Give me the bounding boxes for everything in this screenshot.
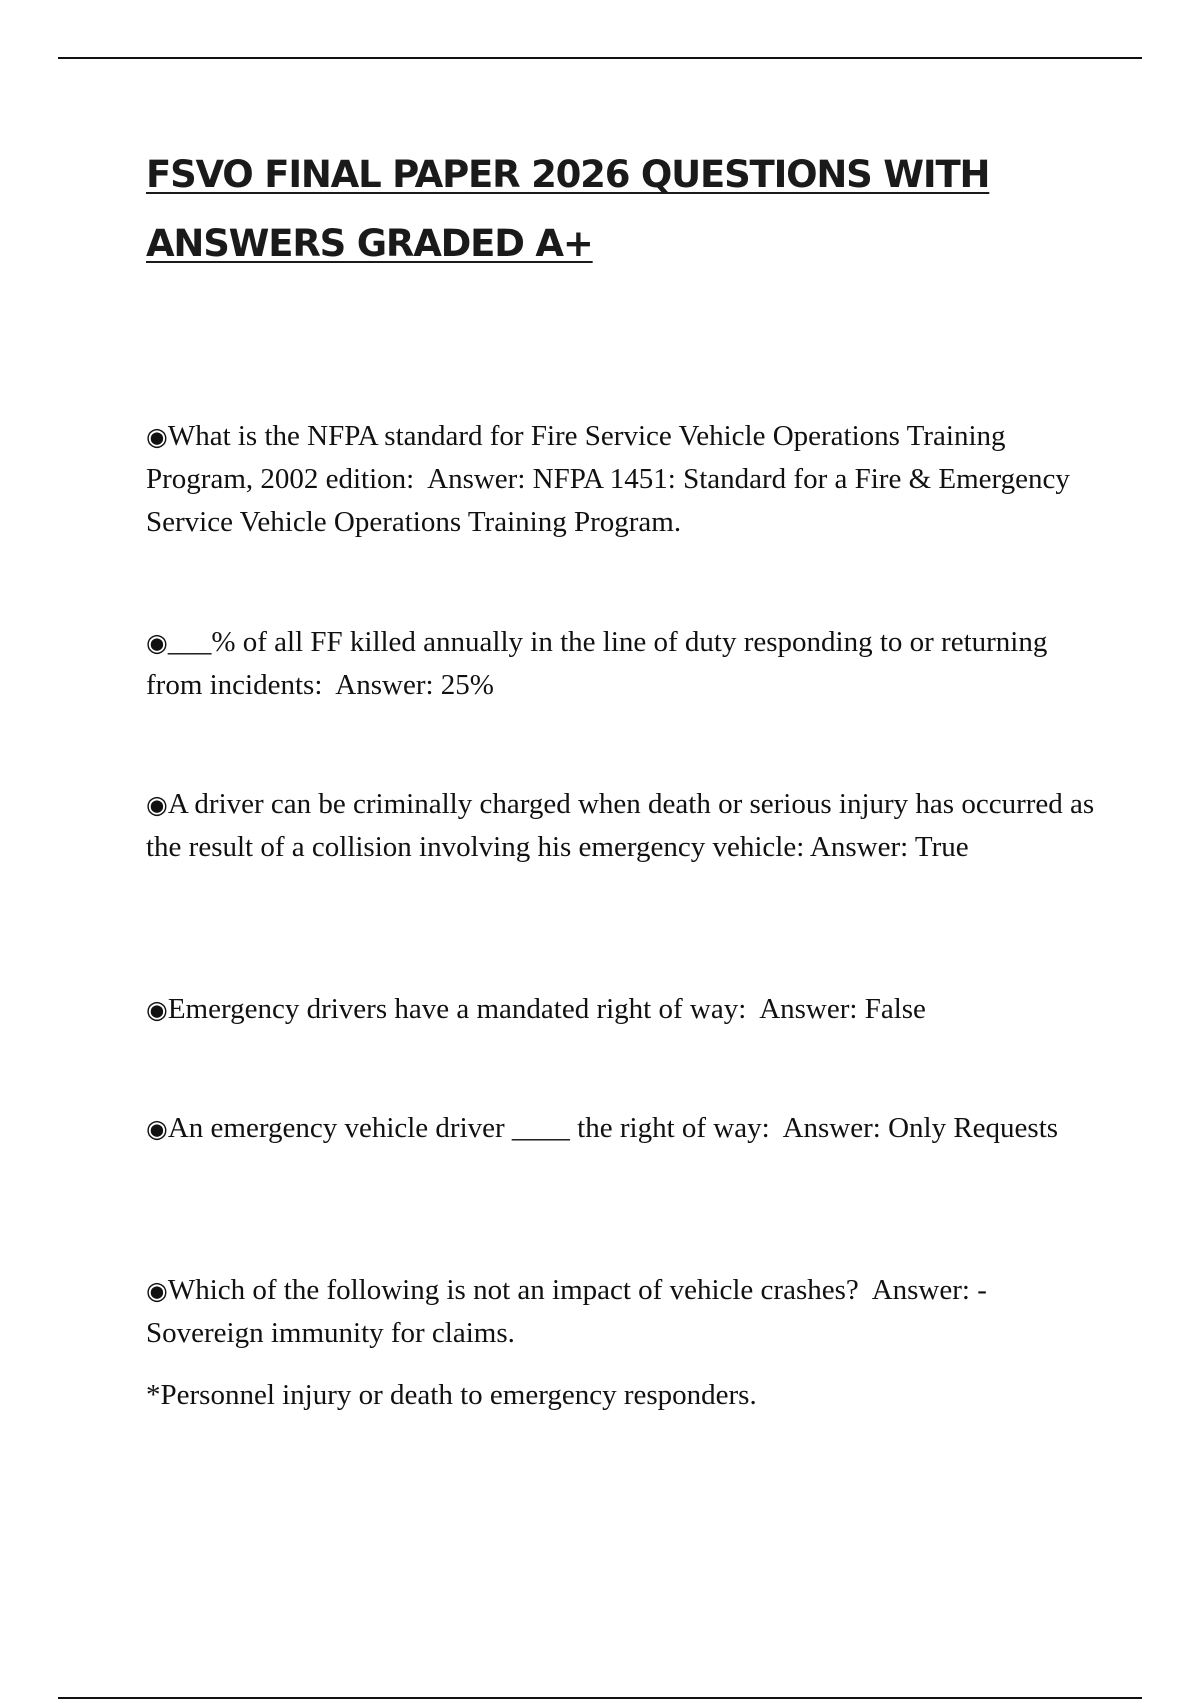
qa-item-5 (146, 1107, 1096, 1150)
radio-bullet-icon: ◉ (146, 1114, 168, 1143)
title-line-2: ANSWERS GRADED A+ (146, 222, 593, 265)
radio-bullet-icon: ◉ (146, 995, 168, 1024)
document-title (146, 140, 1106, 278)
qa-item-3 (146, 783, 1096, 869)
question-text: A driver can be criminally charged when death or serious injury has occurred as the result of a collision involving his emergency vehicle: (146, 788, 1095, 863)
radio-bullet-icon: ◉ (146, 1276, 168, 1305)
qa-item-2 (146, 621, 1096, 707)
answer-text: Answer: False (759, 993, 926, 1025)
question-text: ___% of all FF killed annually in the line of duty responding to or returning from incidents: (146, 626, 1048, 701)
qa-item-1 (146, 415, 1096, 544)
question-text: Which of the following is not an impact of vehicle crashes? (167, 1274, 859, 1306)
radio-bullet-icon: ◉ (146, 628, 168, 657)
question-text: Emergency drivers have a mandated right of way: (167, 993, 747, 1025)
answer-text: Answer: NFPA 1451: Standard for a Fire & Emergency Service Vehicle Operations Training Program. (146, 463, 1070, 538)
qa-item-6 (146, 1269, 1096, 1355)
question-text: An emergency vehicle driver ____ the right of way: (167, 1112, 770, 1144)
answer-text: Answer: True (809, 831, 969, 863)
answer-text: Answer: - Sovereign immunity for claims. (146, 1274, 987, 1349)
answer-text: Answer: Only Requests (782, 1112, 1059, 1144)
radio-bullet-icon: ◉ (146, 790, 168, 819)
radio-bullet-icon: ◉ (146, 422, 168, 451)
title-line-1: FSVO FINAL PAPER 2026 QUESTIONS WITH (146, 153, 990, 196)
bottom-rule (58, 1697, 1142, 1699)
qa-item-4 (146, 988, 1096, 1031)
answer-text: Answer: 25% (335, 669, 494, 701)
answer-note: *Personnel injury or death to emergency responders. (146, 1379, 757, 1411)
top-rule (58, 57, 1142, 59)
question-text: What is the NFPA standard for Fire Service Vehicle Operations Training Program, 2002 edition: (146, 420, 1006, 495)
